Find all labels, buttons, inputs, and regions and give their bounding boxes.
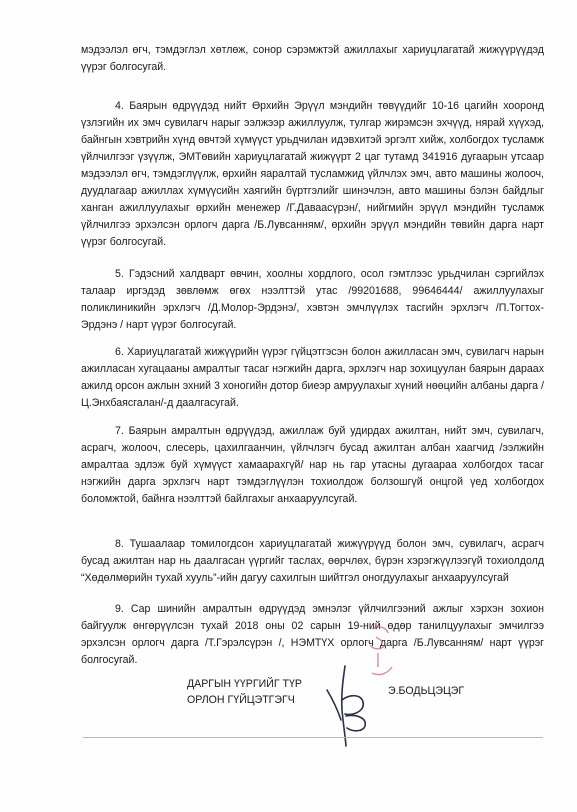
paragraph-item-5: 5. Гэдэсний халдварт өвчин, хоолны хордлого, осол гэмтлээс урьдчилан сэргийлэх талаар иргэдэд зөвлөмж өгөх нээлттэй утас /99201688, 99646444/ ажиллуулахыг поликлиникийн эрхлэгч /Д.Молор-Эрдэнэ/, хэвтэн эмчлүүлэх тасгийн эрхлэгч /П.Тогтох-Эрдэнэ / нарт үүрэг болгосугай. <box>81 268 544 331</box>
paragraph-item-6: 6. Хариуцлагатай жижүүрийн үүрэг гүйцэтгэсэн болон ажилласан эмч, сувилагч нарын ажилласан хугацааны амралтыг тасаг нэгжийн дарга, эрхлэгч нар зохицуулан баярын дараах ажилд орсон ажлын эхний 3 хоногийн дотор биеэр амруулахыг хүний нөөцийн албаны дарга /Ц.Энхбаясгалан/-д даалгасугай. <box>81 346 544 409</box>
signatory-title <box>187 676 302 708</box>
signatory-title-line2: ОРЛОН ГҮЙЦЭТГЭГЧ <box>187 694 295 706</box>
bottom-divider <box>83 737 543 738</box>
paragraph-item-4: 4. Баярын өдрүүдэд нийт Өрхийн Эрүүл мэндийн төвүүдийг 10-16 цагийн хооронд үзлэгийн их эмч сувилагч нарыг ээлжээр ажиллуулж, тулгар жирэмсэн эхчүүд, нярай хүүхэд, байнгын хэвтрийн хүнд өвчтэй хүмүүст урьдчилан идэвхитэй эргэлт хийж, холбогдох тусламж үйлчилгээг үзүүлж, ЭМТөвийн хариуцлагатай жижүүрт 2 цаг тутамд 341916 дугаарын утсаар мэдээлэл өгч, тэмдэглүүлж, өрхийн яаралтай тусламжид үйлчлэх эмч, авто машины жолооч, дуудлагаар ажиллах хүмүүсийн хаягийн бүртгэлийг шинэчлэн, авто машины бэлэн байдлыг ханган ажиллуулахыг өрхийн менежер /Г.Даваасүрэн/, нийгмийн эрүүл мэндийн тусламж үйлчилгээ эрхэлсэн орлогч дарга /Б.Лувсанням/, өрхийн эрүүл мэндийн төвийн дарга нарт үүрэг болгосугай. <box>81 100 544 248</box>
paragraph-item-7: 7. Баярын амралтын өдрүүдэд, ажиллаж буй удирдах ажилтан, нийт эмч, сувилагч, асрагч, жолооч, слесерь, цахилгаанчин, үйлчлэгч бусад ажилтан албан хаагчид /ээлжийн амралтаа эдлэж буй хүмүүст хамаарахгүй/ нар нь гар утасны дугаараа холбогдох тасаг нэгжийн дарга эрхлэгч нарт тэмдэглүүлэн тохиолдож болзошгүй онцгой үед холбогдох боломжтой, байнга нээлттэй байлгахыг анхааруулсугай. <box>81 425 544 505</box>
signatory-name: Э.БОДЬЦЭЦЭГ <box>388 685 465 697</box>
paragraph-continuation: мэдээлэл өгч, тэмдэглэл хөтлөж, сонор сэрэмжтэй ажиллахыг хариуцлагатай жижүүрүүдэд үүрэг болгосугай. <box>81 44 544 73</box>
paragraph-item-9: 9. Сар шинийн амралтын өдрүүдэд эмнэлэг үйлчилгээний ажлыг хэрхэн зохион байгуулж өнгөрүүлсэн тухай 2018 оны 02 сарын 19-ний өдөр танилцуулахыг эмчилгээ эрхэлсэн орлогч дарга /Т.Гэрэлсүрэн /, НЭМТҮХ орлогч дарга /Б.Лувсанням/ нарт үүрэг болгосугай. <box>81 603 544 666</box>
signatory-title-line1: ДАРГЫН ҮҮРГИЙГ ТҮР <box>187 678 302 690</box>
paragraph-item-8: 8. Тушаалаар томилогдсон хариуцлагатай жижүүрүүд болон эмч, сувилагч, асрагч бусад ажилтан нар нь даалгасан үүргийг таслах, өөрчлөх, бүрэн хэрэгжүүлээгүй тохиолдолд “Хөдөлмөрийн тухай хууль”-ийн дагуу сахилгын шийтгэл оногдуулахыг анхааруулсугай <box>81 538 544 584</box>
